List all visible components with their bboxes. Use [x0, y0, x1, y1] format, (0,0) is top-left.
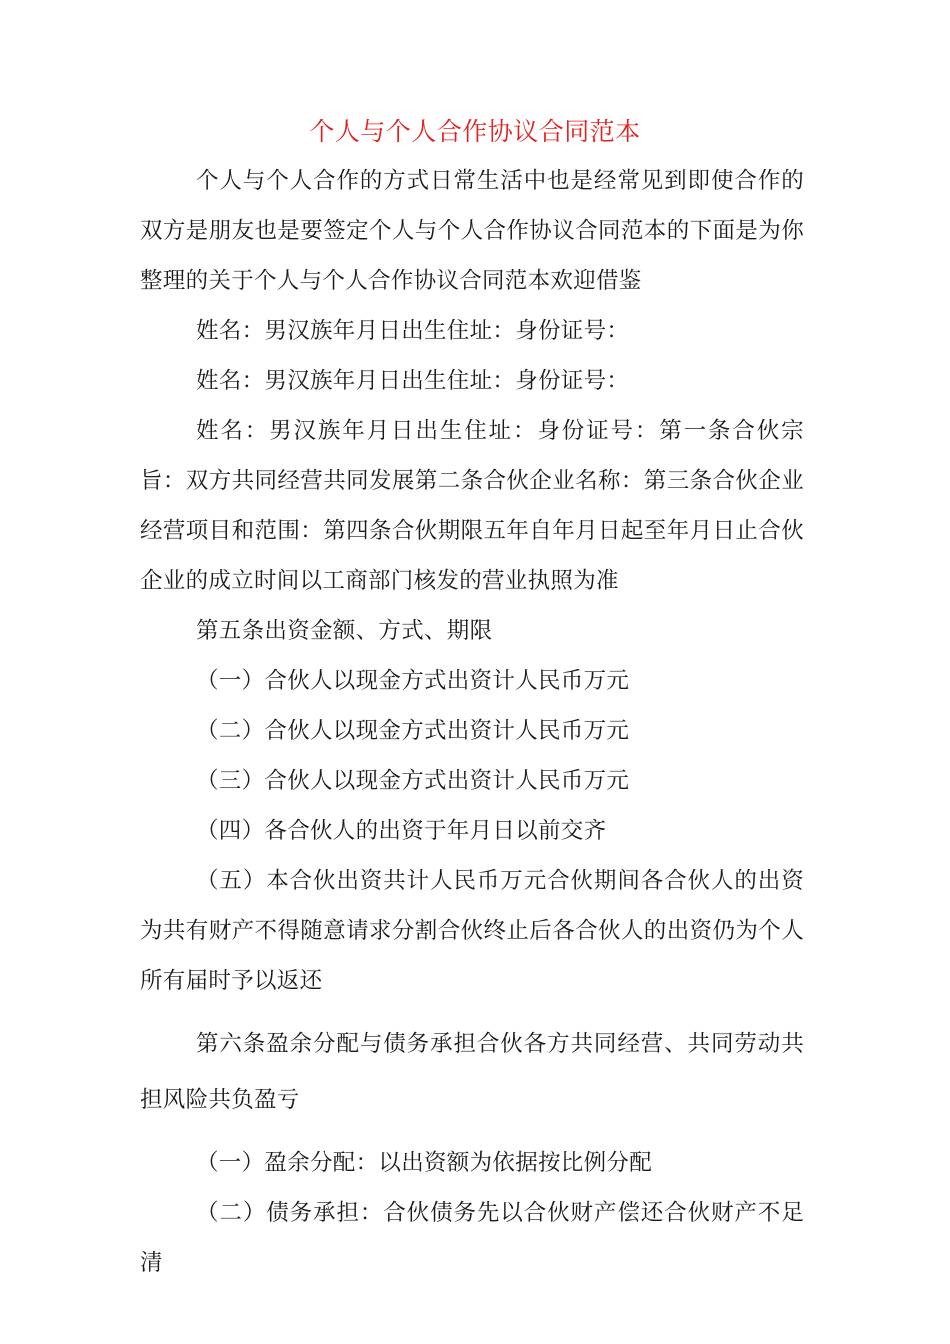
paragraph-gap [140, 1128, 804, 1138]
paragraph-article-6-item-2: （二）债务承担：合伙债务先以合伙财产偿还合伙财产不足清 [140, 1200, 804, 1276]
paragraph-gap [140, 1006, 804, 1016]
paragraph-party-3-articles: 姓名：男汉族年月日出生住址：身份证号：第一条合伙宗旨：双方共同经营共同发展第二条合伙企业名称：第三条合伙企业经营项目和范围：第四条合伙期限五年自年月日起至年月日止合伙企业的成立时间以工商部门核发的营业执照为准 [140, 418, 804, 594]
paragraph-article-5-item-3: （三）合伙人以现金方式出资计人民币万元 [196, 768, 630, 794]
paragraph-intro: 个人与个人合作的方式日常生活中也是经常见到即使合作的双方是朋友也是要签定个人与个人合作协议合同范本的下面是为你整理的关于个人与个人合作协议合同范本欢迎借鉴 [140, 168, 804, 294]
paragraph-article-5-item-5: （五）本合伙出资共计人民币万元合伙期间各合伙人的出资为共有财产不得随意请求分割合伙终止后各合伙人的出资仍为个人所有届时予以返还 [140, 868, 804, 994]
paragraph-article-5-item-1: （一）合伙人以现金方式出资计人民币万元 [196, 668, 630, 694]
paragraph-article-6: 第六条盈余分配与债务承担合伙各方共同经营、共同劳动共担风险共负盈亏 [140, 1031, 804, 1113]
paragraph-article-6-item-1: （一）盈余分配：以出资额为依据按比例分配 [196, 1150, 653, 1176]
paragraph-article-5: 第五条出资金额、方式、期限 [196, 618, 493, 644]
document-body [140, 156, 804, 1288]
document-title: 个人与个人合作协议合同范本 [309, 117, 641, 146]
paragraph-party-1: 姓名：男汉族年月日出生住址：身份证号： [196, 318, 630, 344]
paragraph-party-2: 姓名：男汉族年月日出生住址：身份证号： [196, 368, 630, 394]
paragraph-article-5-item-2: （二）合伙人以现金方式出资计人民币万元 [196, 718, 630, 744]
paragraph-article-5-item-4: （四）各合伙人的出资于年月日以前交齐 [196, 818, 607, 844]
